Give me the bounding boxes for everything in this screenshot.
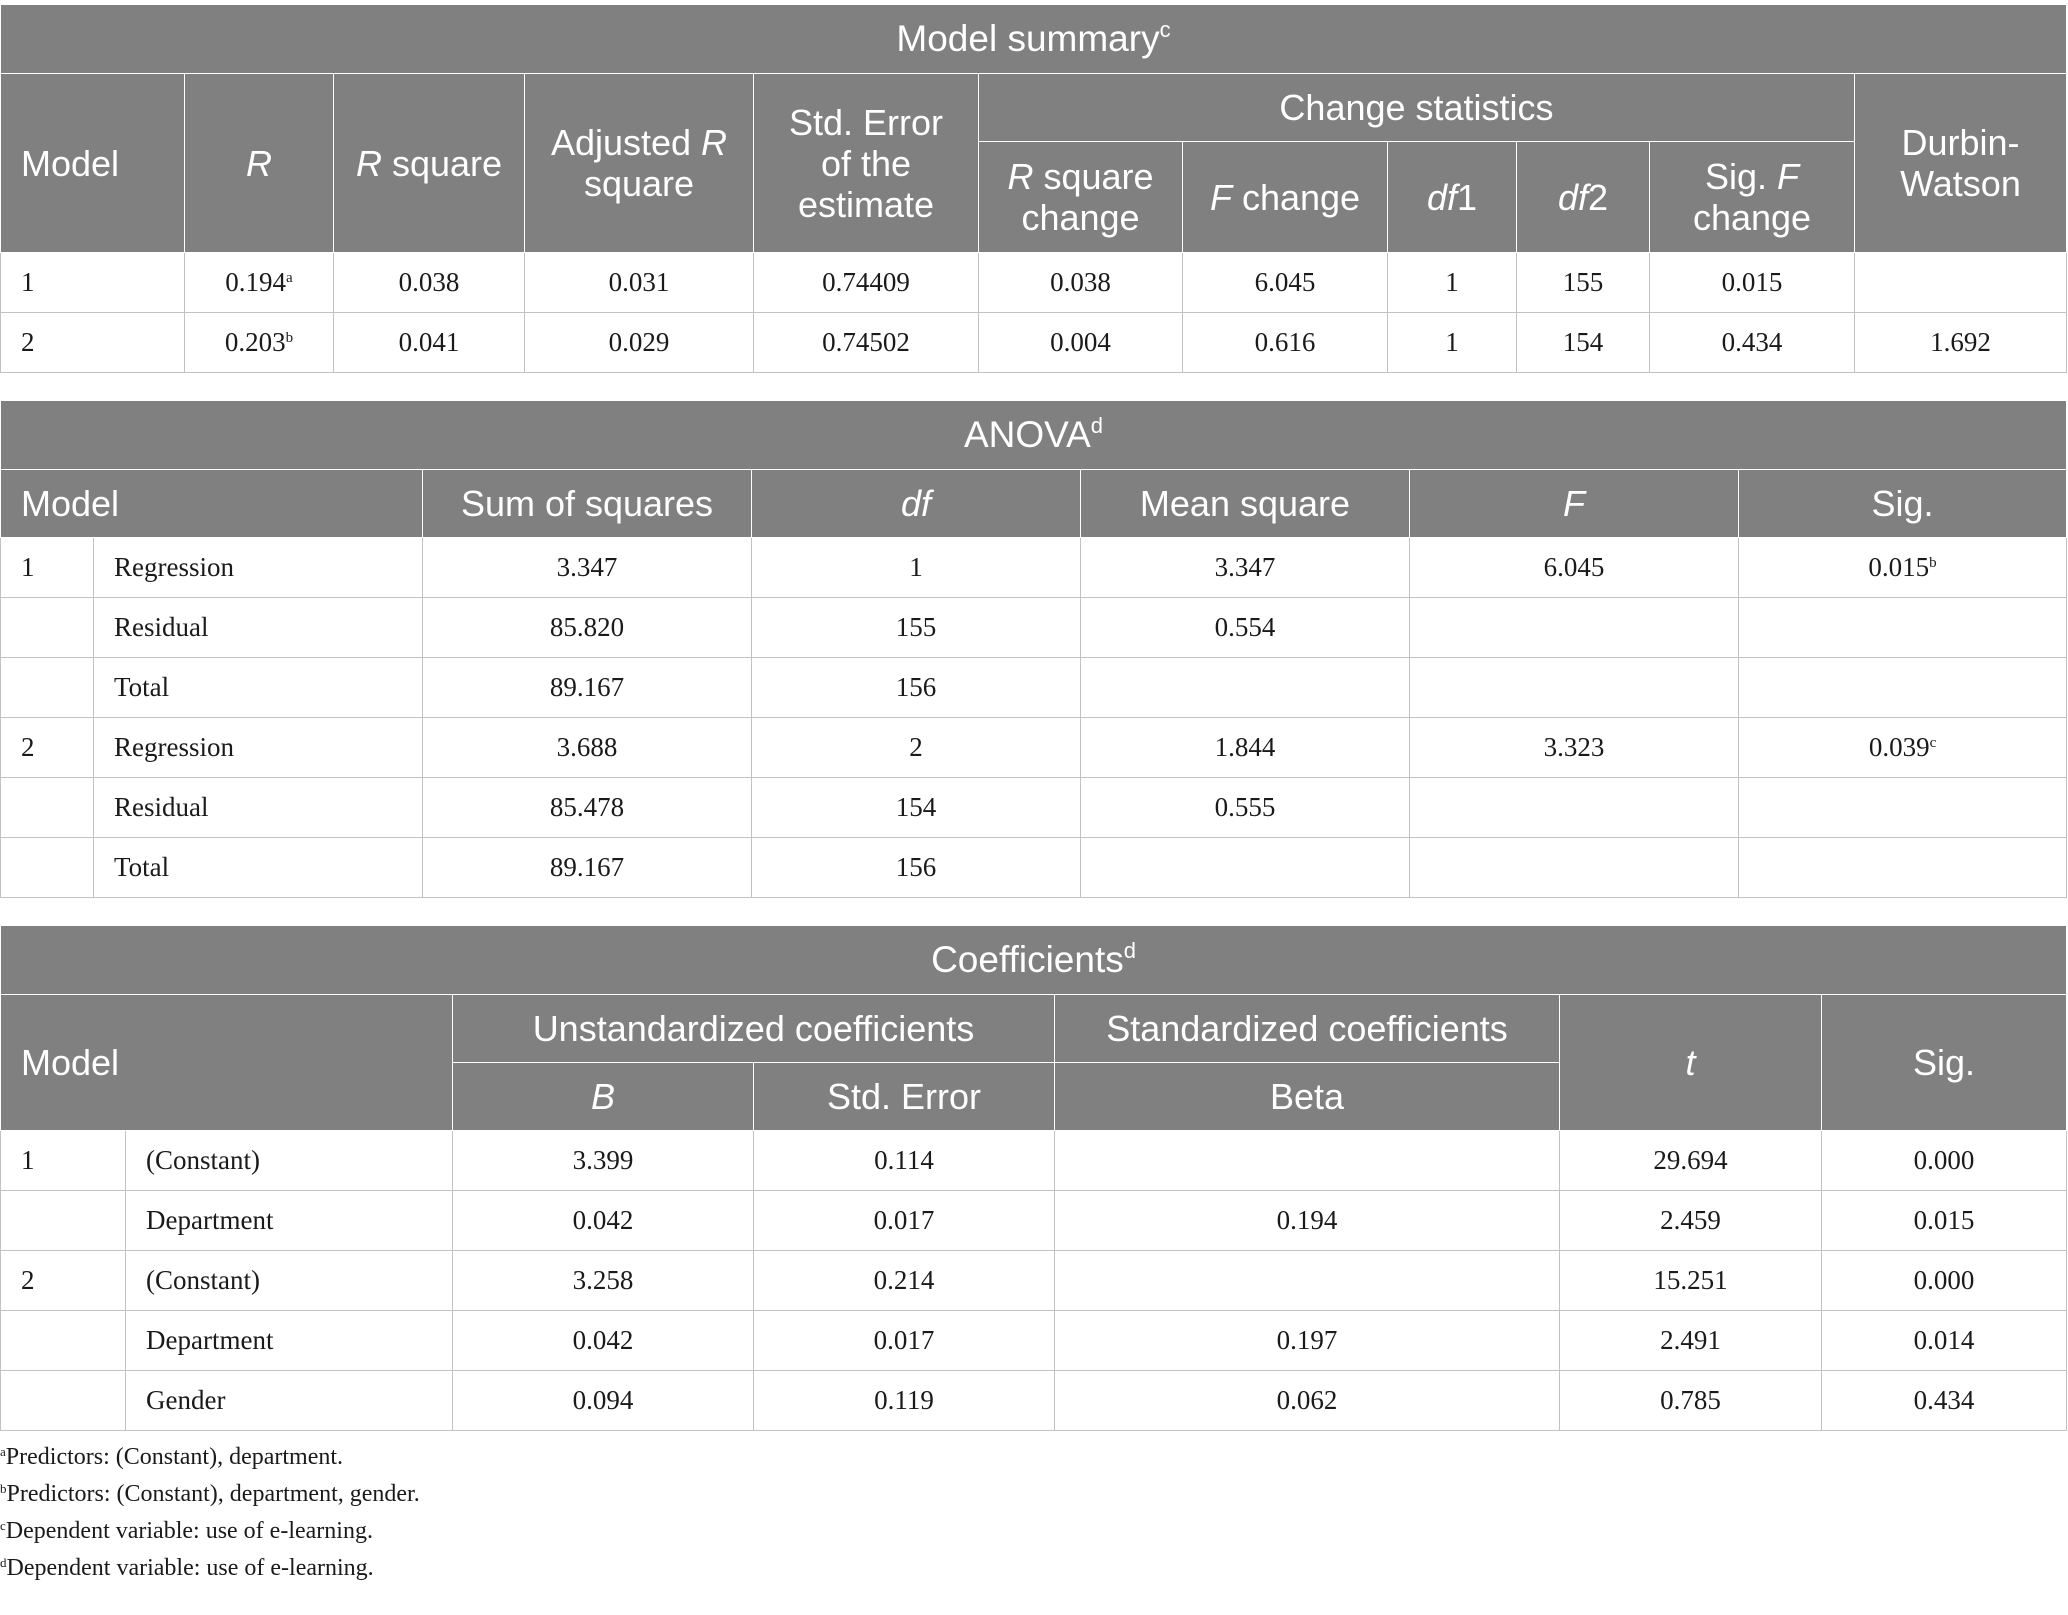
cell-beta [1055, 1131, 1560, 1191]
footnote: $^b$Predictors: (Constant), department, gender. [0, 1481, 420, 1507]
cell-mean-square [1081, 838, 1410, 898]
header-r-square-change: R square change [979, 142, 1183, 253]
cell-std-error: 0.114 [754, 1131, 1055, 1191]
cell-f [1410, 598, 1739, 658]
cell-f [1410, 838, 1739, 898]
cell-term: Regression [94, 538, 423, 598]
cell-model [1, 598, 94, 658]
cell-model [1, 658, 94, 718]
cell-std-error: 0.017 [754, 1311, 1055, 1371]
cell-model [1, 1191, 126, 1251]
header-model: Model [1, 74, 185, 253]
table-row [1, 838, 2067, 898]
cell-beta: 0.197 [1055, 1311, 1560, 1371]
cell-f: 6.045 [1410, 538, 1739, 598]
cell-sum-of-squares: 85.478 [423, 778, 752, 838]
cell-adjusted: 0.031 [525, 253, 754, 313]
cell-t: 15.251 [1560, 1251, 1822, 1311]
cell-r-square: 0.041 [334, 313, 525, 373]
table-row [1, 1131, 2067, 1191]
cell-model [1, 838, 94, 898]
cell-sum-of-squares: 89.167 [423, 658, 752, 718]
cell-sig [1739, 658, 2067, 718]
cell-sig: 0.015$^b$ [1739, 538, 2067, 598]
cell-df1: 1 [1388, 313, 1517, 373]
cell-df1: 1 [1388, 253, 1517, 313]
cell-model: 1 [1, 1131, 126, 1191]
header-mean-square: Mean square [1081, 470, 1410, 538]
header-sig-f-change: Sig. F change [1650, 142, 1855, 253]
header-adjusted-r-square: Adjusted R square [525, 74, 754, 253]
cell-term: (Constant) [126, 1251, 453, 1311]
table-row [1, 1191, 2067, 1251]
cell-r-square-change: 0.004 [979, 313, 1183, 373]
table-row [1, 538, 2067, 598]
cell-sig: 0.015 [1822, 1191, 2067, 1251]
cell-std-error: 0.214 [754, 1251, 1055, 1311]
header-t: t [1560, 995, 1822, 1131]
table-row [1, 718, 2067, 778]
footnote: $^a$Predictors: (Constant), department. [0, 1444, 344, 1470]
cell-sum-of-squares: 85.820 [423, 598, 752, 658]
table-row [1, 253, 2067, 313]
cell-sig: 0.434 [1822, 1371, 2067, 1431]
cell-mean-square [1081, 658, 1410, 718]
cell-beta: 0.062 [1055, 1371, 1560, 1431]
header-std-error: Std. Error of the estimate [754, 74, 979, 253]
cell-sum-of-squares: 89.167 [423, 838, 752, 898]
table-row [1, 778, 2067, 838]
model-summary-title: Model summary$^c$ [1, 5, 2067, 74]
cell-f-change: 0.616 [1183, 313, 1388, 373]
cell-sum-of-squares: 3.688 [423, 718, 752, 778]
table-row [1, 1371, 2067, 1431]
header-standardized: Standardized coefficients [1055, 995, 1560, 1063]
header-unstandardized: Unstandardized coefficients [453, 995, 1055, 1063]
cell-df: 154 [752, 778, 1081, 838]
table-row [1, 1251, 2067, 1311]
header-f: F [1410, 470, 1739, 538]
cell-t: 2.459 [1560, 1191, 1822, 1251]
table-row [1, 1311, 2067, 1371]
cell-std-error: 0.017 [754, 1191, 1055, 1251]
cell-b: 0.042 [453, 1191, 754, 1251]
cell-r-square: 0.038 [334, 253, 525, 313]
cell-df: 1 [752, 538, 1081, 598]
cell-f: 3.323 [1410, 718, 1739, 778]
cell-r: 0.194$^a$ [185, 253, 334, 313]
cell-model [1, 778, 94, 838]
cell-t: 0.785 [1560, 1371, 1822, 1431]
footnote: $^d$Dependent variable: use of e-learning. [0, 1555, 374, 1581]
cell-model [1, 1311, 126, 1371]
footnote: $^c$Dependent variable: use of e-learning. [0, 1518, 373, 1544]
cell-term: Regression [94, 718, 423, 778]
cell-df: 155 [752, 598, 1081, 658]
cell-std-error: 0.119 [754, 1371, 1055, 1431]
header-std-error: Std. Error [754, 1063, 1055, 1131]
cell-b: 0.094 [453, 1371, 754, 1431]
header-df2: df2 [1517, 142, 1650, 253]
cell-term: Total [94, 658, 423, 718]
cell-mean-square: 0.555 [1081, 778, 1410, 838]
cell-sig-f-change: 0.434 [1650, 313, 1855, 373]
cell-model: 2 [1, 718, 94, 778]
cell-sum-of-squares: 3.347 [423, 538, 752, 598]
cell-sig: 0.039$^c$ [1739, 718, 2067, 778]
header-df1: df1 [1388, 142, 1517, 253]
table-row [1, 313, 2067, 373]
header-change-statistics: Change statistics [979, 74, 1855, 142]
cell-df: 156 [752, 838, 1081, 898]
cell-b: 0.042 [453, 1311, 754, 1371]
header-sum-of-squares: Sum of squares [423, 470, 752, 538]
header-r: R [185, 74, 334, 253]
cell-beta: 0.194 [1055, 1191, 1560, 1251]
cell-sig [1739, 778, 2067, 838]
coefficients-title: Coefficients$^d$ [1, 926, 2067, 995]
header-f-change: F change [1183, 142, 1388, 253]
cell-std-error: 0.74502 [754, 313, 979, 373]
cell-mean-square: 3.347 [1081, 538, 1410, 598]
cell-f [1410, 658, 1739, 718]
header-model: Model [1, 995, 453, 1131]
header-b: B [453, 1063, 754, 1131]
table-row [1, 598, 2067, 658]
cell-durbin-watson: 1.692 [1855, 313, 2067, 373]
header-sig: Sig. [1739, 470, 2067, 538]
cell-df: 156 [752, 658, 1081, 718]
cell-model: 2 [1, 313, 185, 373]
footnotes [0, 1439, 2066, 1587]
anova-title: ANOVA$^d$ [1, 401, 2067, 470]
cell-model: 1 [1, 253, 185, 313]
cell-term: Gender [126, 1371, 453, 1431]
cell-sig [1739, 838, 2067, 898]
anova-table [0, 400, 2067, 898]
cell-term: (Constant) [126, 1131, 453, 1191]
cell-model: 2 [1, 1251, 126, 1311]
cell-term: Residual [94, 598, 423, 658]
table-row [1, 658, 2067, 718]
header-r-square: R square [334, 74, 525, 253]
tables-container [0, 4, 2066, 1587]
cell-durbin-watson [1855, 253, 2067, 313]
header-durbin-watson: Durbin- Watson [1855, 74, 2067, 253]
cell-t: 2.491 [1560, 1311, 1822, 1371]
cell-f-change: 6.045 [1183, 253, 1388, 313]
cell-df2: 155 [1517, 253, 1650, 313]
cell-df2: 154 [1517, 313, 1650, 373]
cell-term: Department [126, 1311, 453, 1371]
header-model: Model [1, 470, 423, 538]
cell-t: 29.694 [1560, 1131, 1822, 1191]
cell-term: Total [94, 838, 423, 898]
header-df: df [752, 470, 1081, 538]
cell-std-error: 0.74409 [754, 253, 979, 313]
cell-sig: 0.000 [1822, 1251, 2067, 1311]
header-beta: Beta [1055, 1063, 1560, 1131]
cell-f [1410, 778, 1739, 838]
cell-mean-square: 0.554 [1081, 598, 1410, 658]
cell-r-square-change: 0.038 [979, 253, 1183, 313]
cell-beta [1055, 1251, 1560, 1311]
coefficients-table [0, 925, 2067, 1431]
cell-b: 3.399 [453, 1131, 754, 1191]
model-summary-table [0, 4, 2067, 373]
cell-term: Department [126, 1191, 453, 1251]
cell-term: Residual [94, 778, 423, 838]
cell-mean-square: 1.844 [1081, 718, 1410, 778]
cell-df: 2 [752, 718, 1081, 778]
cell-model: 1 [1, 538, 94, 598]
cell-adjusted: 0.029 [525, 313, 754, 373]
cell-sig [1739, 598, 2067, 658]
cell-model [1, 1371, 126, 1431]
cell-sig-f-change: 0.015 [1650, 253, 1855, 313]
header-sig: Sig. [1822, 995, 2067, 1131]
cell-sig: 0.000 [1822, 1131, 2067, 1191]
cell-sig: 0.014 [1822, 1311, 2067, 1371]
cell-r: 0.203$^b$ [185, 313, 334, 373]
cell-b: 3.258 [453, 1251, 754, 1311]
